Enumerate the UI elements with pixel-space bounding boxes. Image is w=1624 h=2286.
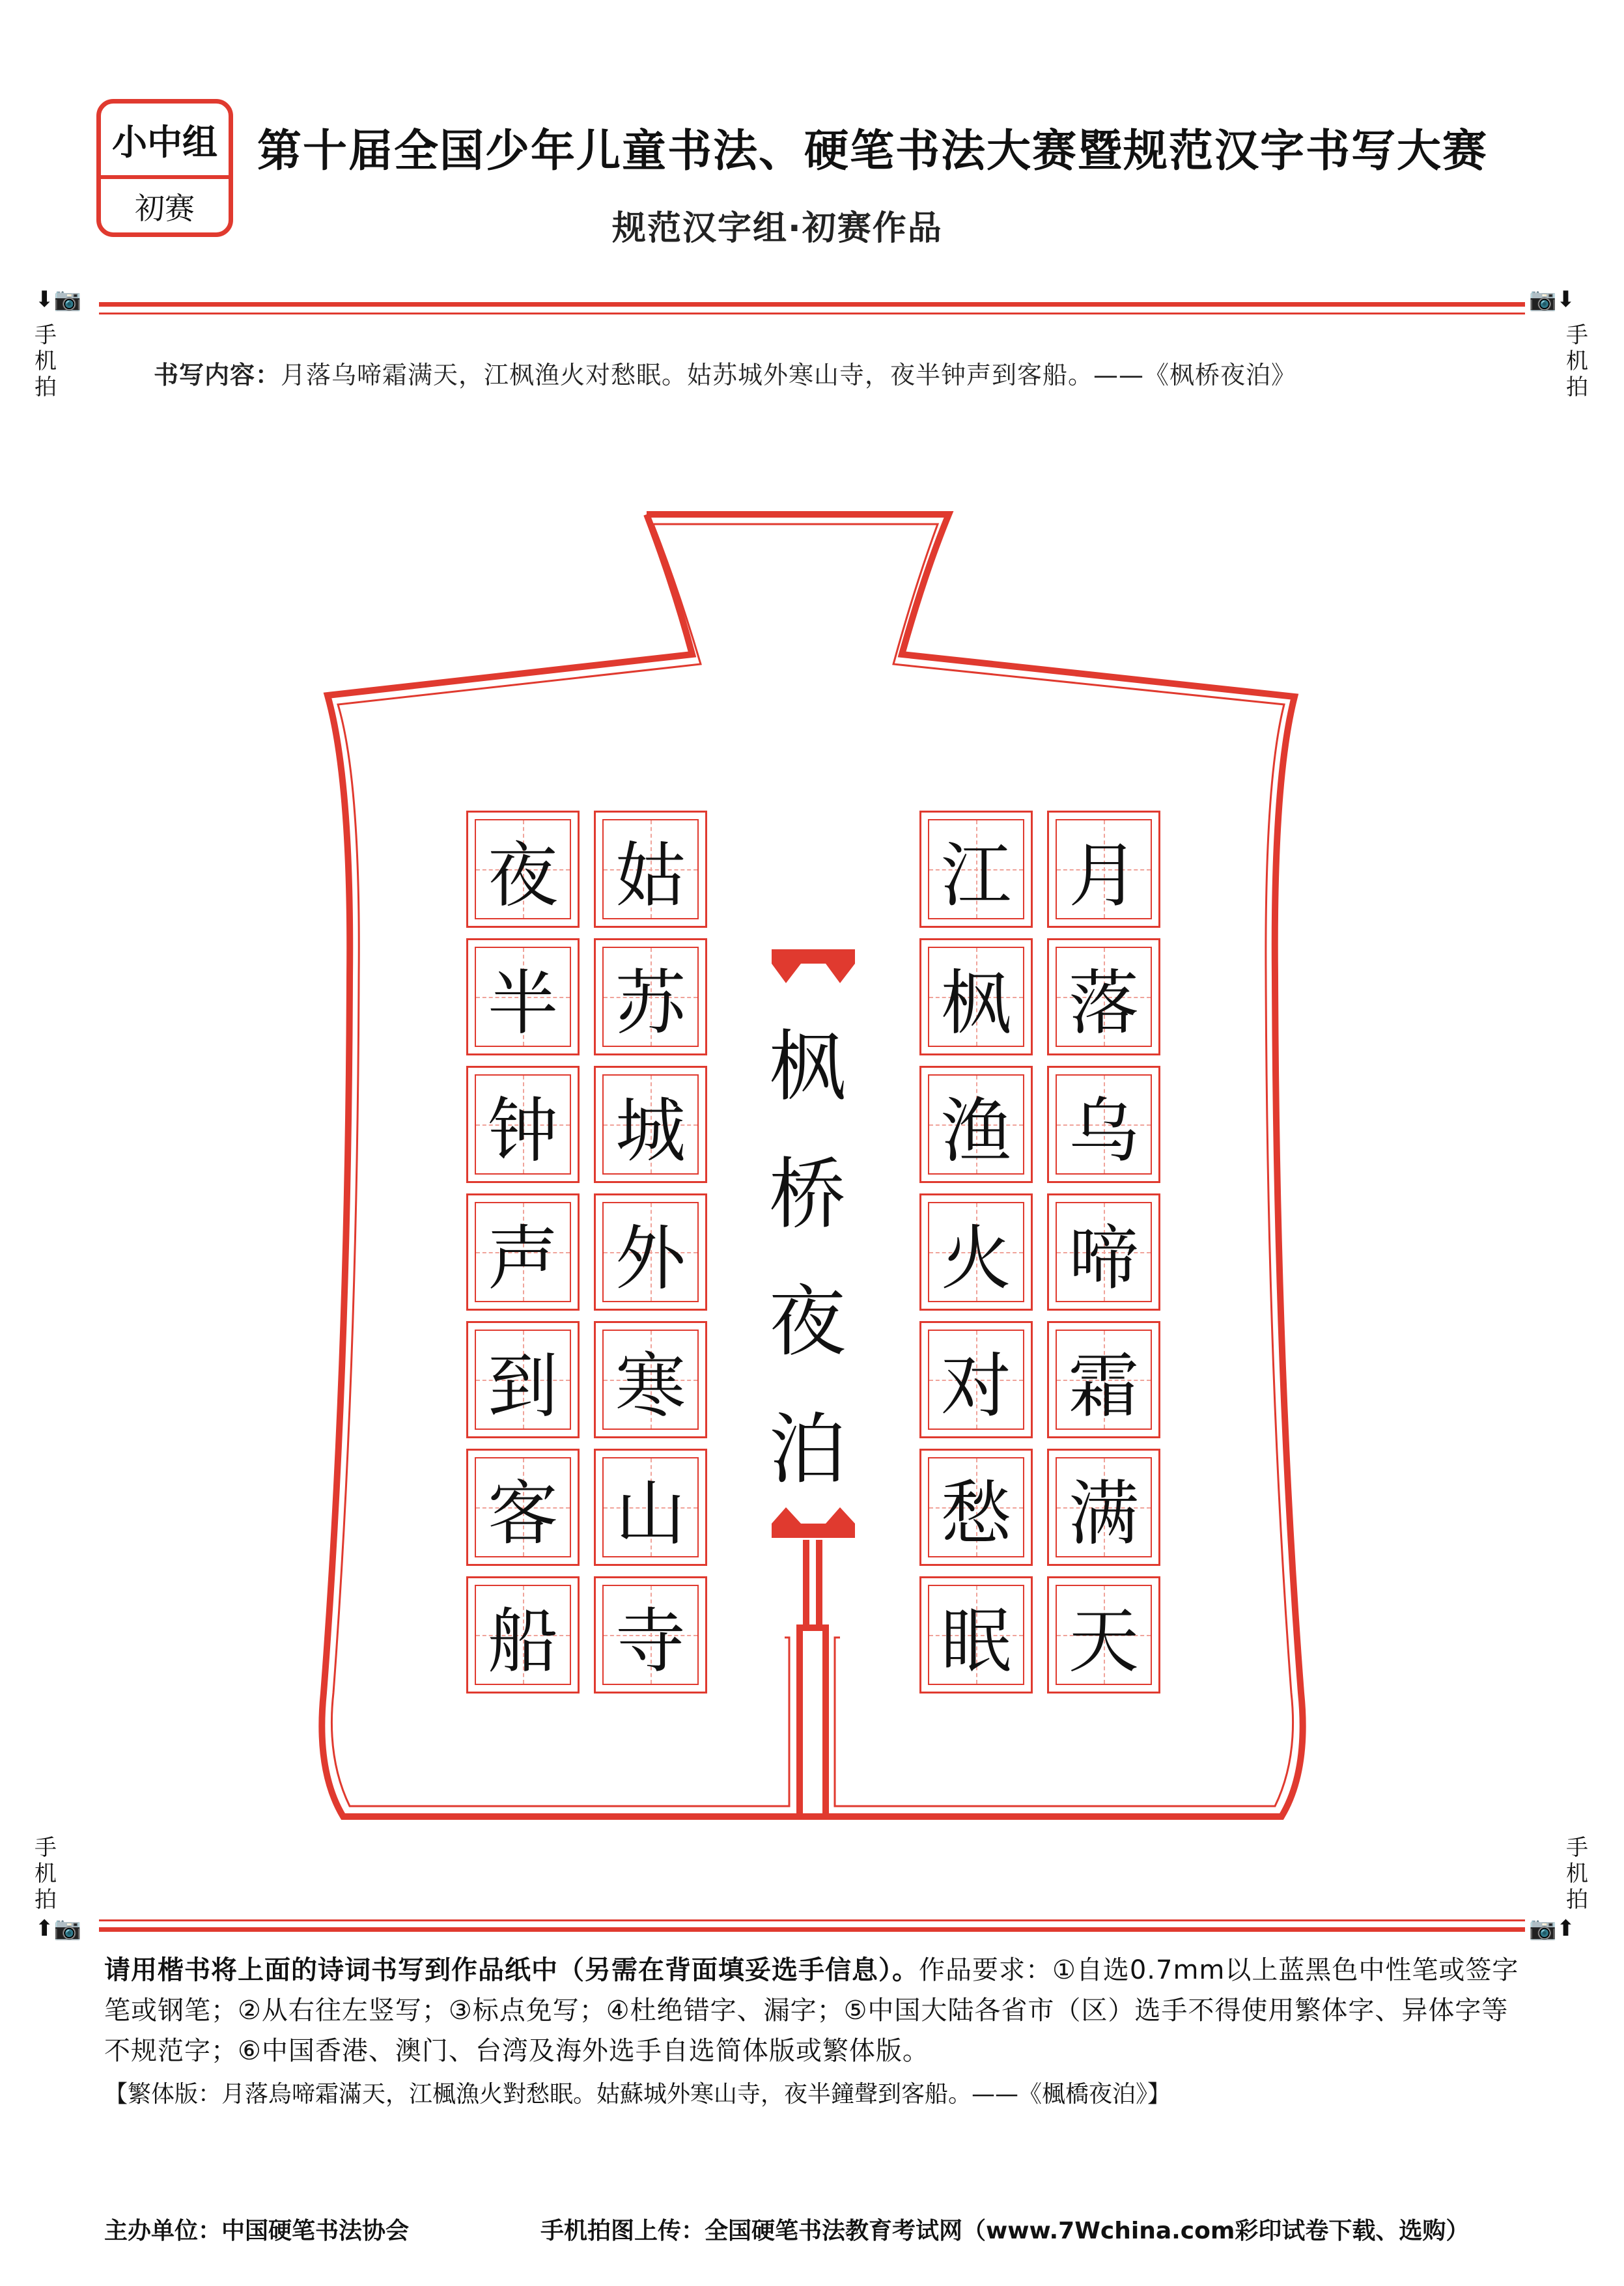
writing-content-label: 书写内容： [154, 361, 281, 389]
cell-char: 城 [615, 1090, 686, 1172]
camera-marker-top-right: 📷⬇ [1529, 286, 1575, 313]
camera-marker-bottom-left: ⬆📷 [35, 1916, 81, 1942]
cell-char: 声 [487, 1218, 558, 1300]
camera-marker-bottom-right: 📷⬆ [1529, 1916, 1575, 1942]
footer-upload: 手机拍图上传：全国硬笔书法教育考试网（www.7Wchina.com彩印试卷下载、选购） [540, 2218, 1470, 2244]
grid-cell[interactable] [594, 1321, 707, 1438]
grid-cell[interactable] [1047, 1193, 1160, 1311]
grid-cell[interactable] [594, 1449, 707, 1566]
side-label-char: 机 [1566, 1861, 1588, 1887]
cell-char: 月 [1068, 835, 1139, 917]
instructions [104, 1950, 1524, 2071]
cell-char: 钟 [487, 1090, 558, 1172]
footer-organizer: 主办单位：中国硬笔书法协会 [104, 2218, 410, 2244]
cell-char: 山 [615, 1473, 686, 1555]
side-label-char: 拍 [35, 374, 57, 400]
page-subtitle: 规范汉字组·初赛作品 [612, 209, 943, 248]
grid-cell[interactable] [594, 1066, 707, 1183]
side-label-char: 手 [35, 322, 57, 348]
cell-char: 夜 [487, 835, 558, 917]
camera-marker-top-left: ⬇📷 [35, 286, 81, 313]
poem-title-char: 桥 [768, 1149, 846, 1239]
grid-cell[interactable] [1047, 938, 1160, 1055]
cell-char: 寒 [615, 1345, 686, 1427]
side-label-bottom-right [1564, 1835, 1590, 1913]
cell-char: 外 [615, 1218, 686, 1300]
side-label-char: 手 [35, 1835, 57, 1861]
poem-title-vertical [762, 1003, 853, 1513]
cell-char: 眠 [940, 1600, 1011, 1682]
grid-cell[interactable] [1047, 1576, 1160, 1694]
grid-cell[interactable] [1047, 811, 1160, 928]
cell-char: 落 [1068, 962, 1139, 1044]
cell-char: 满 [1068, 1473, 1139, 1555]
cell-char: 姑 [615, 835, 686, 917]
side-label-char: 手 [1566, 1835, 1588, 1861]
side-label-char: 机 [35, 1861, 57, 1887]
side-label-char: 机 [35, 348, 57, 374]
grid-cell[interactable] [1047, 1449, 1160, 1566]
cell-char: 客 [487, 1473, 558, 1555]
side-label-bottom-left [33, 1835, 59, 1913]
grid-cell[interactable] [594, 811, 707, 928]
writing-content-text: 月落乌啼霜满天，江枫渔火对愁眠。姑苏城外寒山寺，夜半钟声到客船。——《枫桥夜泊》 [281, 361, 1297, 389]
grid-cell[interactable] [919, 1449, 1033, 1566]
instructions-lead: 请用楷书将上面的诗词书写到作品纸中（另需在背面填妥选手信息）。 [104, 1955, 919, 1985]
bottom-rule-thin [99, 1919, 1525, 1921]
cell-char: 乌 [1068, 1090, 1139, 1172]
poem-title-char: 夜 [768, 1277, 846, 1367]
title-top-banner [772, 949, 855, 983]
side-label-char: 机 [1566, 348, 1588, 374]
cell-char: 苏 [615, 962, 686, 1044]
poem-title-char: 泊 [768, 1404, 846, 1494]
side-label-char: 拍 [1566, 1887, 1588, 1913]
grid-cell[interactable] [919, 1321, 1033, 1438]
side-label-char: 拍 [1566, 374, 1588, 400]
grid-cell[interactable] [466, 1321, 580, 1438]
grid-cell[interactable] [919, 1193, 1033, 1311]
cell-char: 愁 [940, 1473, 1011, 1555]
grid-cell[interactable] [466, 1449, 580, 1566]
cell-char: 对 [940, 1345, 1011, 1427]
cell-char: 寺 [615, 1600, 686, 1682]
cell-char: 枫 [940, 962, 1011, 1044]
cell-char: 江 [940, 835, 1011, 917]
side-label-char: 手 [1566, 322, 1588, 348]
grid-cell[interactable] [919, 1576, 1033, 1694]
instructions-body: 作品要求：①自选0.7mm以上蓝黑色中性笔或签字笔或钢笔；②从右往左竖写；③标点免写；④杜绝错字、漏字；⑤中国大陆各省市（区）选手不得使用繁体字、异体字等不规范字；⑥中国香港、澳门、台湾及海外选手自选简体版或繁体版。 [104, 1955, 1519, 2066]
side-label-char: 拍 [35, 1887, 57, 1913]
page-title: 第十届全国少年儿童书法、硬笔书法大赛暨规范汉字书写大赛 [257, 125, 1489, 177]
traditional-version: 【繁体版：月落烏啼霜滿天，江楓漁火對愁眠。姑蘇城外寒山寺，夜半鐘聲到客船。——《楓橋夜泊》】 [104, 2081, 1171, 2108]
poem-title-char: 枫 [768, 1022, 846, 1111]
bottom-rule-thick [99, 1927, 1525, 1932]
grid-cell[interactable] [594, 1576, 707, 1694]
grid-cell[interactable] [594, 938, 707, 1055]
grid-cell[interactable] [466, 1193, 580, 1311]
grid-cell[interactable] [1047, 1066, 1160, 1183]
grid-cell[interactable] [919, 811, 1033, 928]
cell-char: 半 [487, 962, 558, 1044]
grid-cell[interactable] [1047, 1321, 1160, 1438]
grid-cell[interactable] [919, 938, 1033, 1055]
cell-char: 霜 [1068, 1345, 1139, 1427]
cell-char: 渔 [940, 1090, 1011, 1172]
cell-char: 火 [940, 1218, 1011, 1300]
cell-char: 船 [487, 1600, 558, 1682]
grid-cell[interactable] [466, 1576, 580, 1694]
grid-cell[interactable] [466, 811, 580, 928]
badge-stage: 初赛 [135, 191, 195, 226]
badge-group: 小中组 [112, 121, 217, 163]
cell-char: 到 [487, 1345, 558, 1427]
grid-cell[interactable] [919, 1066, 1033, 1183]
grid-cell[interactable] [466, 1066, 580, 1183]
grid-cell[interactable] [594, 1193, 707, 1311]
cell-char: 啼 [1068, 1218, 1139, 1300]
grid-cell[interactable] [466, 938, 580, 1055]
cell-char: 天 [1068, 1600, 1139, 1682]
